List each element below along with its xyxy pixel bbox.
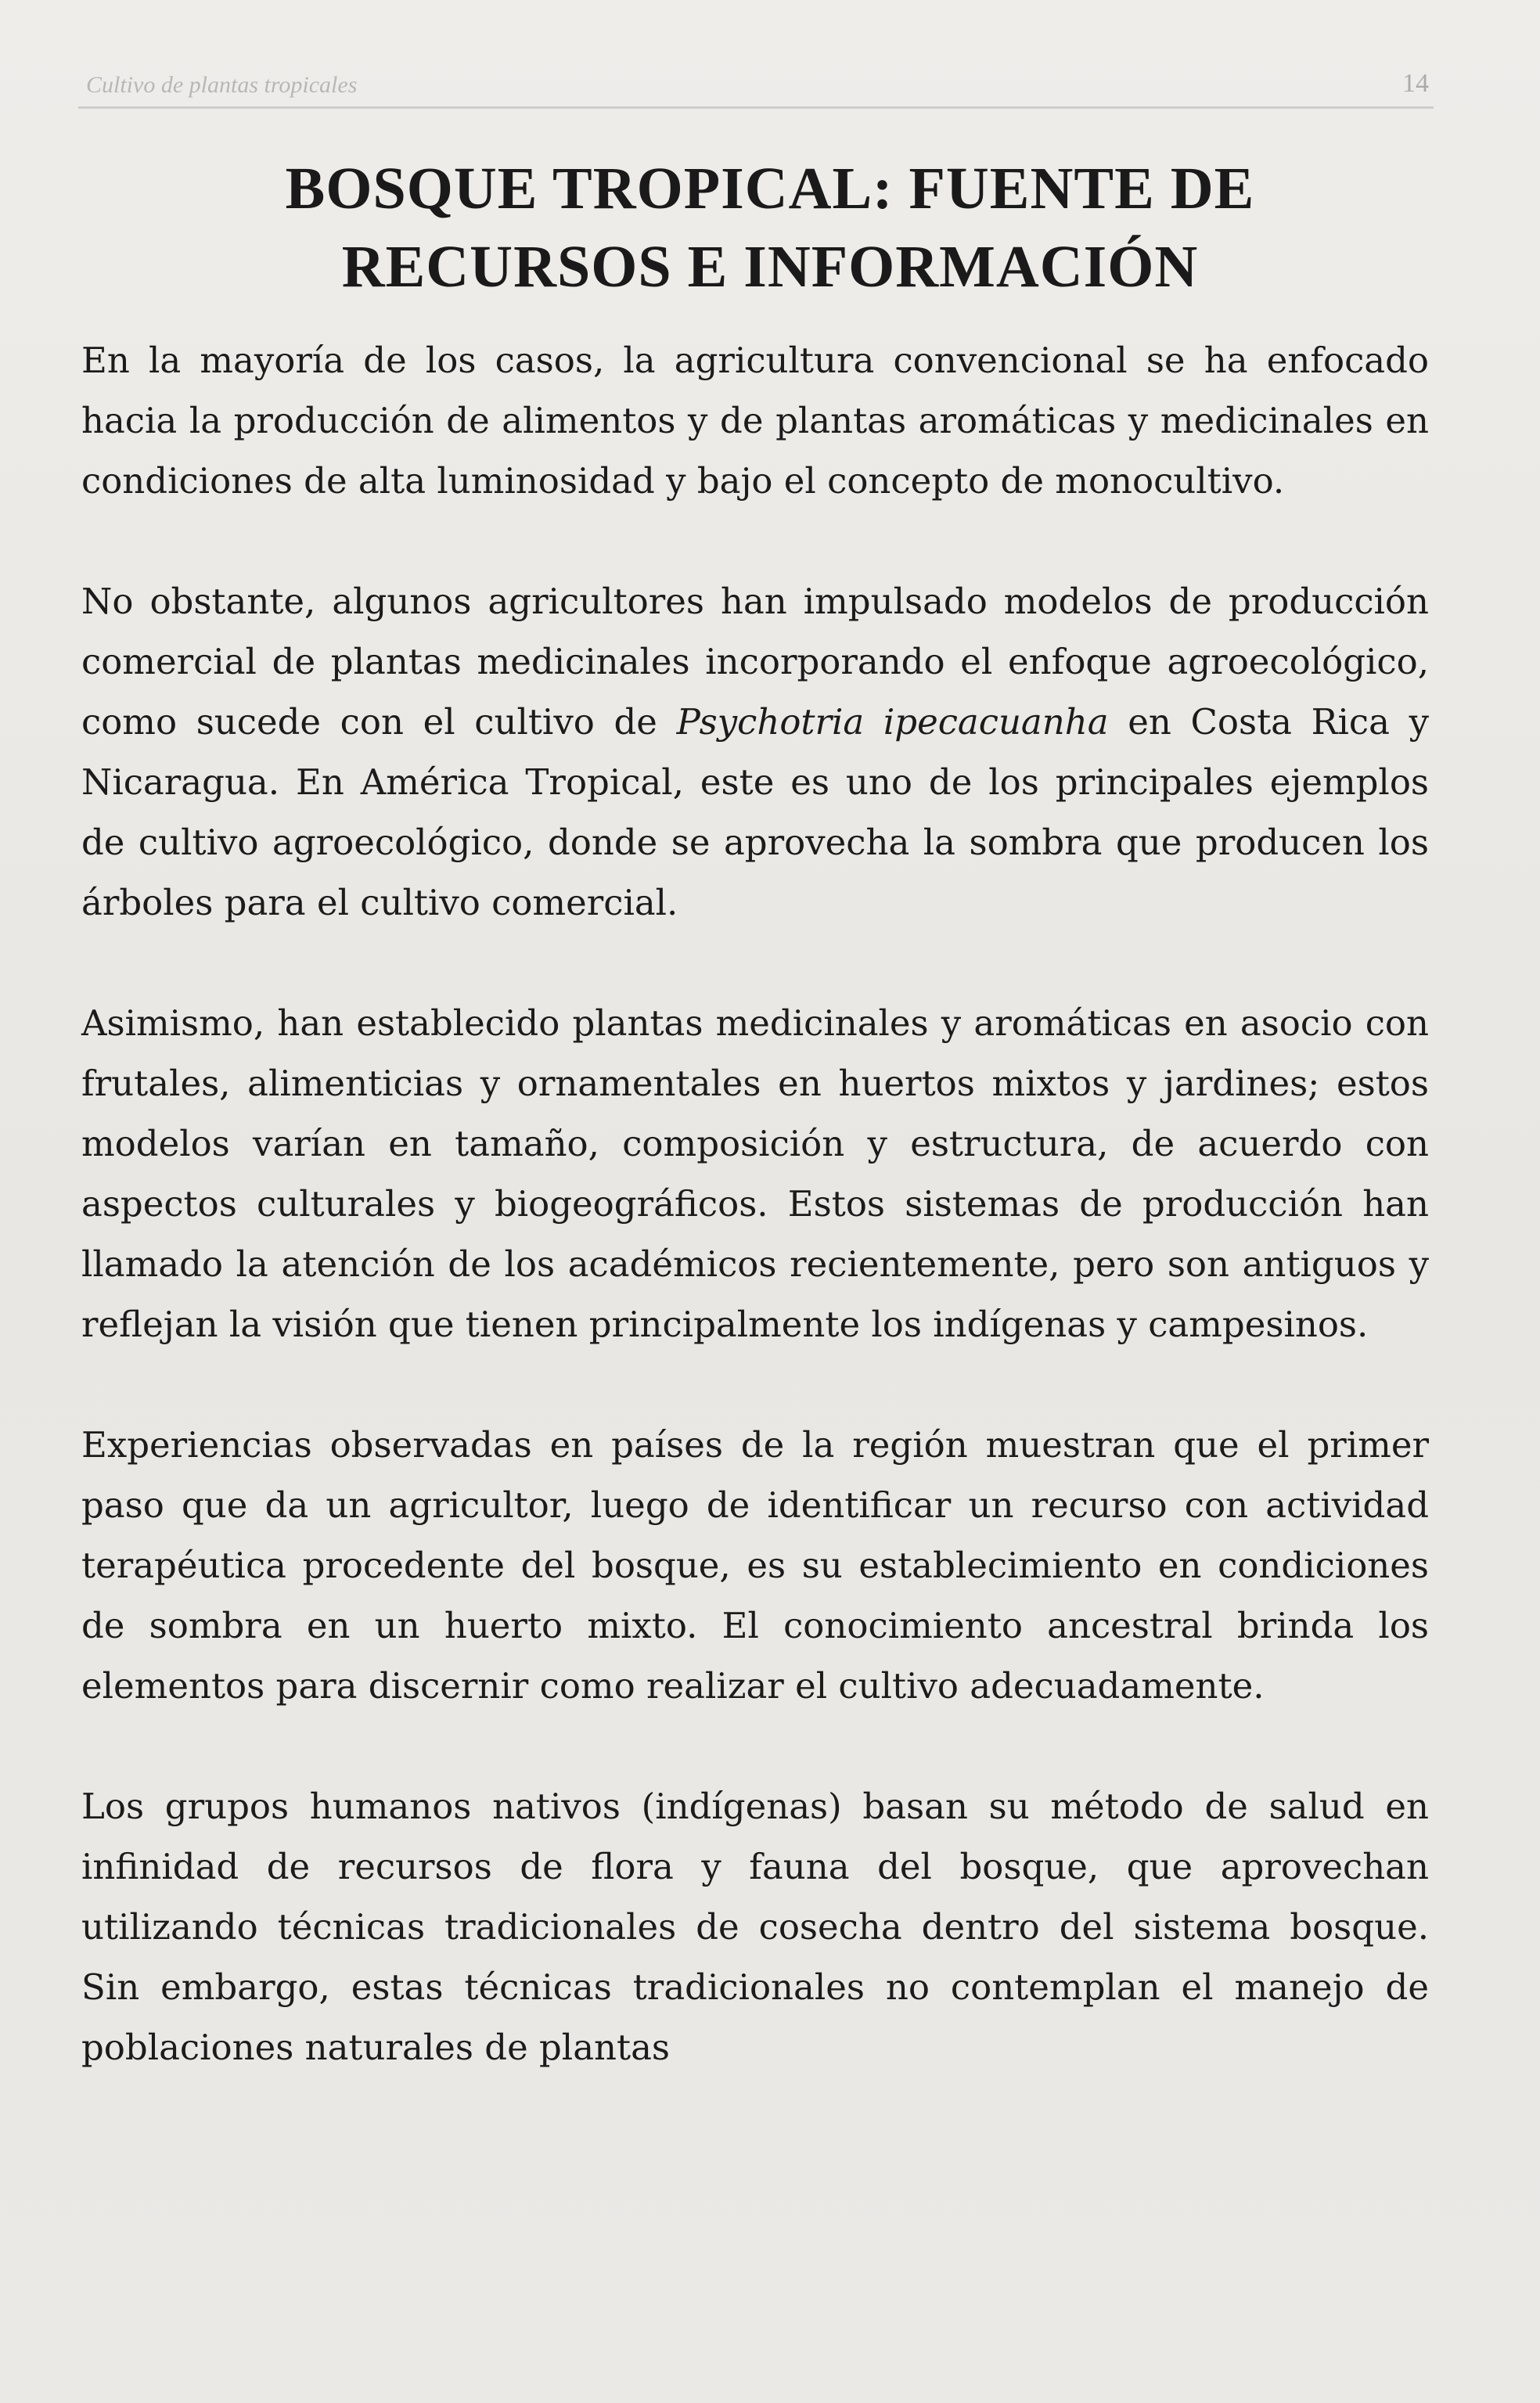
species-name: Psychotria ipecacuanha xyxy=(676,701,1109,743)
paragraph-2 xyxy=(81,571,1429,933)
chapter-title-line-2: RECURSOS E INFORMACIÓN xyxy=(341,233,1199,300)
page-number: 14 xyxy=(1402,69,1429,98)
paragraph-2-part-1: No obstante, algunos agricultores han impulsado modelos de producción comercial de plantas medicinales incorporando el enfoque agroecológico, como sucede con el cultivo de xyxy=(81,581,1429,743)
paragraph-3: Asimismo, han establecido plantas medicinales y aromáticas en asocio con frutales, alimenticias y ornamentales en huertos mixtos y jardines; estos modelos varían en tamaño, composición y estructura, de acuerdo con aspectos culturales y biogeográficos. Estos sistemas de producción han llamado la atención de los académicos recientemente, pero son antiguos y reflejan la visión que tienen principalmente los indígenas y campesinos. xyxy=(81,1002,1429,1345)
paragraph-1: En la mayoría de los casos, la agricultura convencional se ha enfocado hacia la producción de alimentos y de plantas aromáticas y medicinales en condiciones de alta luminosidad y bajo el concepto de monocultivo. xyxy=(81,340,1429,502)
chapter-title-line-1: BOSQUE TROPICAL: FUENTE DE xyxy=(285,155,1255,221)
chapter-title xyxy=(0,149,1540,306)
running-header-text: Cultivo de plantas tropicales xyxy=(86,72,358,98)
paragraph-2-part-2: en Costa Rica y Nicaragua. En América Tropical, este es uno de los principales ejemplos de cultivo agroecológico, donde se aprovecha la sombra que producen los árboles para el cultivo comercial. xyxy=(81,701,1429,923)
paragraph-4: Experiencias observadas en países de la región muestran que el primer paso que da un agricultor, luego de identificar un recurso con actividad terapéutica procedente del bosque, es su establecimiento en condiciones de sombra en un huerto mixto. El conocimiento ancestral brinda los elementos para discernir como realizar el cultivo adecuadamente. xyxy=(81,1424,1429,1707)
body-text xyxy=(81,330,1429,2138)
paragraph-5: Los grupos humanos nativos (indígenas) basan su método de salud en infinidad de recursos de flora y fauna del bosque, que aprovechan utilizando técnicas tradicionales de cosecha dentro del sistema bosque. Sin embargo, estas técnicas tradicionales no contemplan el manejo de poblaciones naturales de plantas xyxy=(81,1786,1429,2068)
running-header xyxy=(78,69,1434,109)
